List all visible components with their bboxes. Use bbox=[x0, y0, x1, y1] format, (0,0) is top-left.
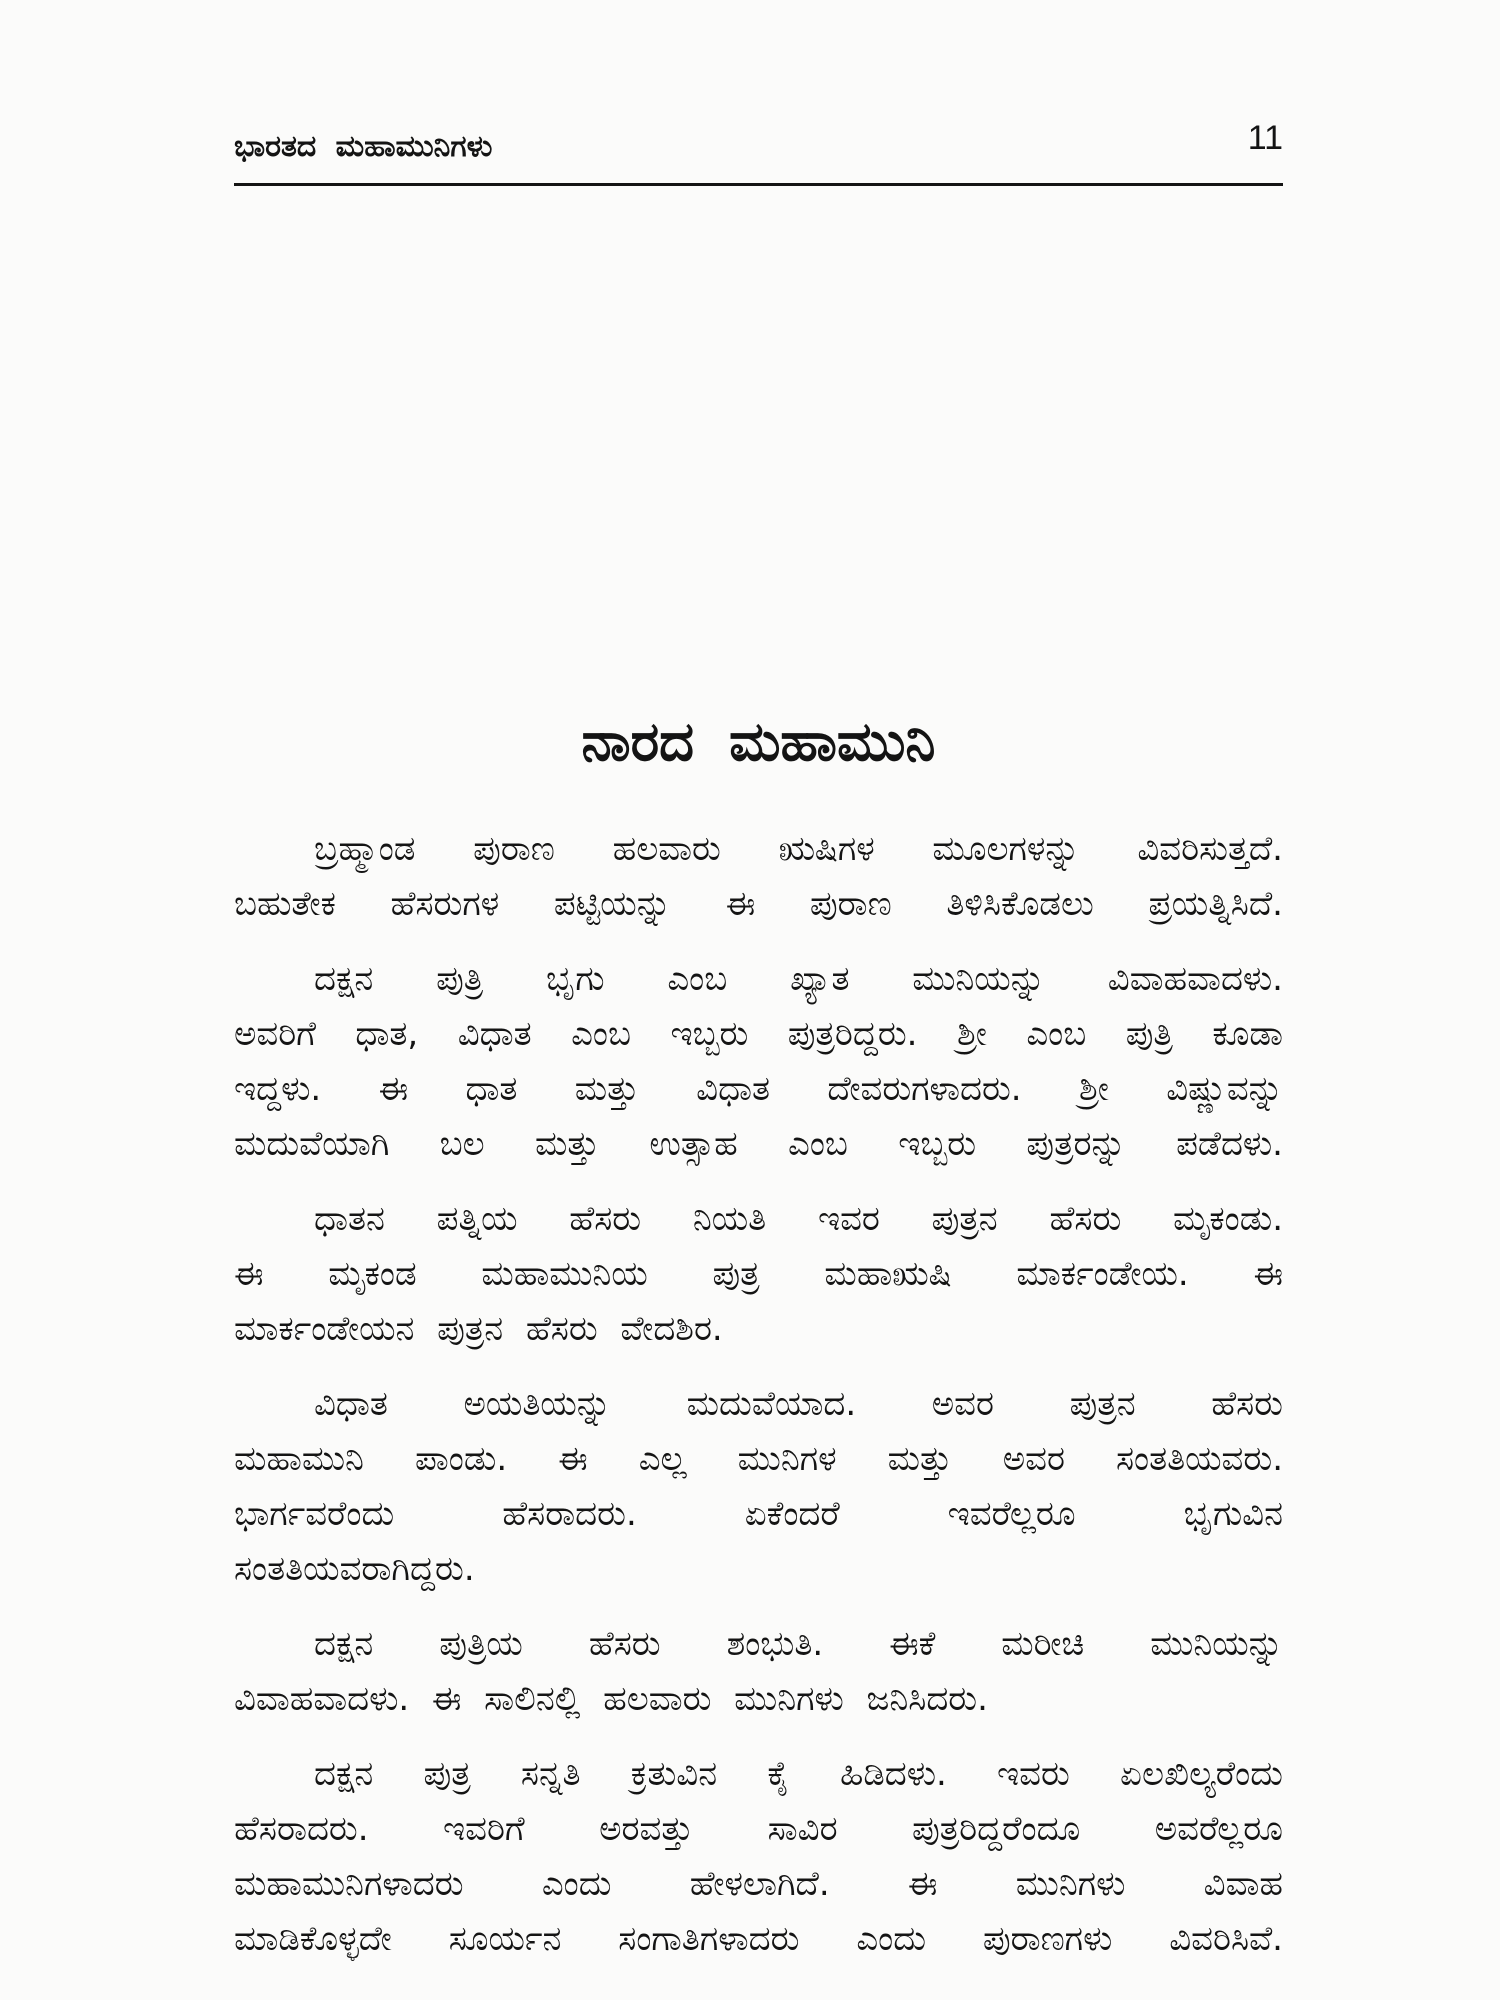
running-header-title: ಭಾರತದ ಮಹಾಮುನಿಗಳು bbox=[234, 129, 493, 164]
paragraph-5 bbox=[234, 1617, 1283, 1727]
text-line: ಮಾಡಿಕೊಳ್ಳದೇ ಸೂರ್ಯನ ಸಂಗಾತಿಗಳಾದರು ಎಂದು ಪುರಾಣಗಳು ವಿವರಿಸಿವೆ. bbox=[234, 1919, 1283, 1959]
paragraph-3 bbox=[234, 1192, 1283, 1357]
text-line: ದಕ್ಷನ ಪುತ್ರಿ ಭೃಗು ಎಂಬ ಖ್ಯಾತ ಮುನಿಯನ್ನು ವಿವಾಹವಾದಳು. bbox=[314, 959, 1283, 999]
text-line: ಮದುವೆಯಾಗಿ ಬಲ ಮತ್ತು ಉತ್ಸಾಹ ಎಂಬ ಇಬ್ಬರು ಪುತ್ರರನ್ನು ಪಡೆದಳು. bbox=[234, 1124, 1283, 1164]
text-line: ಭಾರ್ಗವರೆಂದು ಹೆಸರಾದರು. ಏಕೆಂದರೆ ಇವರೆಲ್ಲರೂ ಭೃಗುವಿನ bbox=[234, 1494, 1283, 1534]
text-line: ಇದ್ದಳು. ಈ ಧಾತ ಮತ್ತು ವಿಧಾತ ದೇವರುಗಳಾದರು. ಶ್ರೀ ವಿಷ್ಣುವನ್ನು bbox=[234, 1069, 1283, 1109]
text-line: ಅವರಿಗೆ ಧಾತ, ವಿಧಾತ ಎಂಬ ಇಬ್ಬರು ಪುತ್ರರಿದ್ದರು. ಶ್ರೀ ಎಂಬ ಪುತ್ರಿ ಕೂಡಾ bbox=[234, 1014, 1283, 1054]
text-line: ಸಂತತಿಯವರಾಗಿದ್ದರು. bbox=[234, 1549, 475, 1589]
paragraph-1 bbox=[234, 822, 1283, 932]
text-line: ವಿಧಾತ ಅಯತಿಯನ್ನು ಮದುವೆಯಾದ. ಅವರ ಪುತ್ರನ ಹೆಸರು bbox=[314, 1384, 1283, 1424]
text-line: ಧಾತನ ಪತ್ನಿಯ ಹೆಸರು ನಿಯತಿ ಇವರ ಪುತ್ರನ ಹೆಸರು ಮೃಕಂಡು. bbox=[314, 1199, 1283, 1239]
text-line: ವಿವಾಹವಾದಳು. ಈ ಸಾಲಿನಲ್ಲಿ ಹಲವಾರು ಮುನಿಗಳು ಜನಿಸಿದರು. bbox=[234, 1679, 988, 1719]
text-line: ದಕ್ಷನ ಪುತ್ರಿಯ ಹೆಸರು ಶಂಭುತಿ. ಈಕೆ ಮರೀಚಿ ಮುನಿಯನ್ನು bbox=[314, 1624, 1283, 1664]
paragraph-4 bbox=[234, 1377, 1283, 1597]
chapter-title: ನಾರದ ಮಹಾಮುನಿ bbox=[581, 710, 936, 773]
text-line: ಈ ಮೃಕಂಡ ಮಹಾಮುನಿಯ ಪುತ್ರ ಮಹಾಋಷಿ ಮಾರ್ಕಂಡೇಯ. ಈ bbox=[234, 1254, 1283, 1294]
paragraph-2 bbox=[234, 952, 1283, 1172]
body-text bbox=[234, 822, 1283, 1987]
text-line: ದಕ್ಷನ ಪುತ್ರ ಸನ್ನತಿ ಕ್ರತುವಿನ ಕೈ ಹಿಡಿದಳು. ಇವರು ಏಲಖಿಲ್ಯರೆಂದು bbox=[314, 1754, 1283, 1794]
paragraph-6 bbox=[234, 1747, 1283, 1967]
text-line: ಬಹುತೇಕ ಹೆಸರುಗಳ ಪಟ್ಟಿಯನ್ನು ಈ ಪುರಾಣ ತಿಳಿಸಿಕೊಡಲು ಪ್ರಯತ್ನಿಸಿದೆ. bbox=[234, 884, 1283, 924]
text-line: ಮಹಾಮುನಿ ಪಾಂಡು. ಈ ಎಲ್ಲ ಮುನಿಗಳ ಮತ್ತು ಅವರ ಸಂತತಿಯವರು. bbox=[234, 1439, 1283, 1479]
page-number: 11 bbox=[1247, 119, 1283, 157]
text-line: ಬ್ರಹ್ಮಾಂಡ ಪುರಾಣ ಹಲವಾರು ಋಷಿಗಳ ಮೂಲಗಳನ್ನು ವಿವರಿಸುತ್ತದೆ. bbox=[314, 829, 1283, 869]
header-rule bbox=[234, 183, 1283, 186]
text-line: ಮಾರ್ಕಂಡೇಯನ ಪುತ್ರನ ಹೆಸರು ವೇದಶಿರ. bbox=[234, 1309, 723, 1349]
text-line: ಮಹಾಮುನಿಗಳಾದರು ಎಂದು ಹೇಳಲಾಗಿದೆ. ಈ ಮುನಿಗಳು ವಿವಾಹ bbox=[234, 1864, 1283, 1904]
text-line: ಹೆಸರಾದರು. ಇವರಿಗೆ ಅರವತ್ತು ಸಾವಿರ ಪುತ್ರರಿದ್ದರೆಂದೂ ಅವರೆಲ್ಲರೂ bbox=[234, 1809, 1283, 1849]
